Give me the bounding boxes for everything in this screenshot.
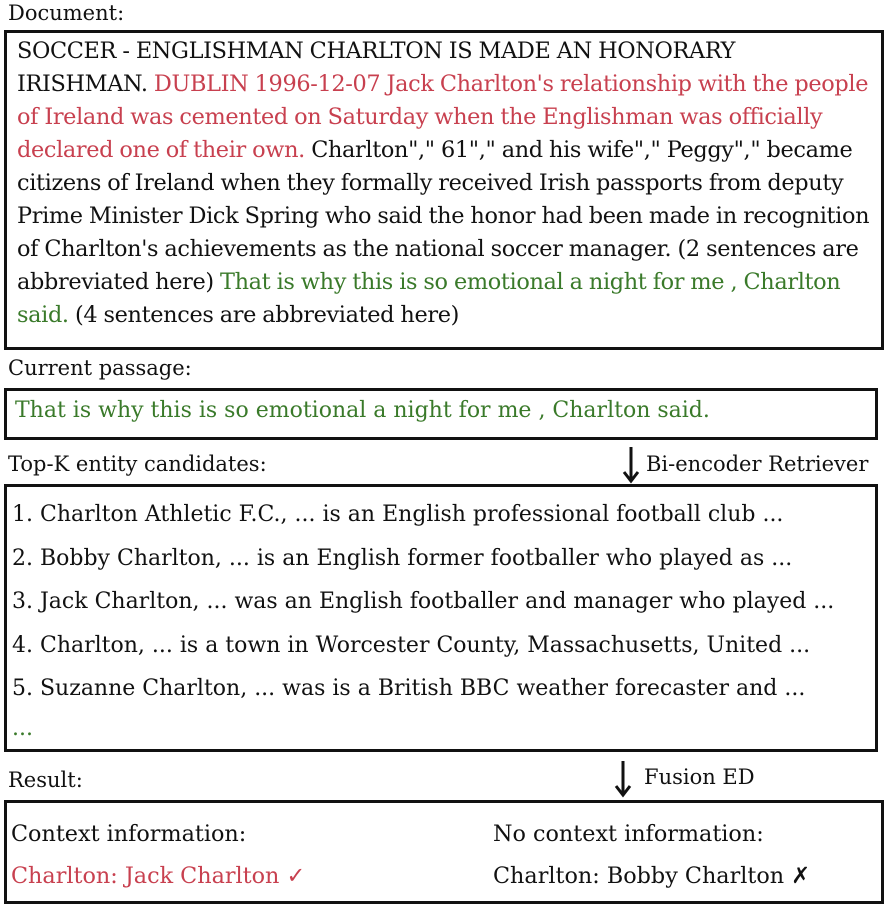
fusion-label: Fusion ED xyxy=(644,765,755,789)
check-icon: ✓ xyxy=(286,863,306,889)
document-text xyxy=(7,33,881,332)
candidates-list xyxy=(7,487,875,747)
retriever-label: Bi-encoder Retriever xyxy=(646,452,869,476)
nocontext-heading: No context information: xyxy=(493,821,764,847)
context-heading: Context information: xyxy=(11,821,247,847)
retriever-arrow-icon xyxy=(622,446,640,484)
candidate-item-1: 1. Charlton Athletic F.C., ... is an English professional football club ... xyxy=(12,502,784,527)
nocontext-answer: Charlton: Bobby Charlton xyxy=(493,863,785,889)
passage-label: Current passage: xyxy=(8,356,192,380)
passage-box xyxy=(4,388,878,440)
candidate-item-2: 2. Bobby Charlton, ... is an English former footballer who played as ... xyxy=(12,545,793,571)
context-answer: Charlton: Jack Charlton xyxy=(11,863,280,889)
result-label: Result: xyxy=(8,768,83,792)
candidates-box xyxy=(4,484,878,752)
context-answer-row xyxy=(11,862,305,890)
passage-text: That is why this is so emotional a night for me , Charlton said. xyxy=(15,398,710,423)
candidate-item-4: 4. Charlton, ... is a town in Worcester County, Massachusetts, United ... xyxy=(12,632,811,658)
document-tail: (4 sentences are abbreviated here) xyxy=(68,302,460,328)
document-highlight-red: DUBLIN 1996-12-07 Jack Charlton's relationship with the people of Ireland was cemented on Saturday when the Englishman was officially declared one of their own. xyxy=(17,71,869,163)
document-body: Charlton"," 61"," and his wife"," Peggy"," became citizens of Ireland when they formally received Irish passports from deputy Prime Minister Dick Spring who said the honor had been made in recognition of Charlton's achievements as the national soccer manager. (2 sentences are abbreviated here) xyxy=(17,137,870,295)
document-label: Document: xyxy=(8,1,125,25)
result-box xyxy=(4,800,884,904)
fusion-arrow-icon xyxy=(614,760,632,798)
candidate-item-3: 3. Jack Charlton, ... was an English footballer and manager who played ... xyxy=(12,589,835,614)
cross-icon: ✗ xyxy=(791,863,810,889)
document-highlight-green: That is why this is so emotional a night for me , Charlton said. xyxy=(17,269,841,328)
candidate-item-5: 5. Suzanne Charlton, ... was is a British BBC weather forecaster and ... xyxy=(12,676,806,701)
document-box xyxy=(4,30,884,350)
candidate-ellipsis: ... xyxy=(12,715,33,741)
candidates-label: Top-K entity candidates: xyxy=(8,452,267,476)
document-title: SOCCER - ENGLISHMAN CHARLTON IS MADE AN HONORARY IRISHMAN. xyxy=(17,38,736,97)
nocontext-answer-row xyxy=(493,862,810,890)
